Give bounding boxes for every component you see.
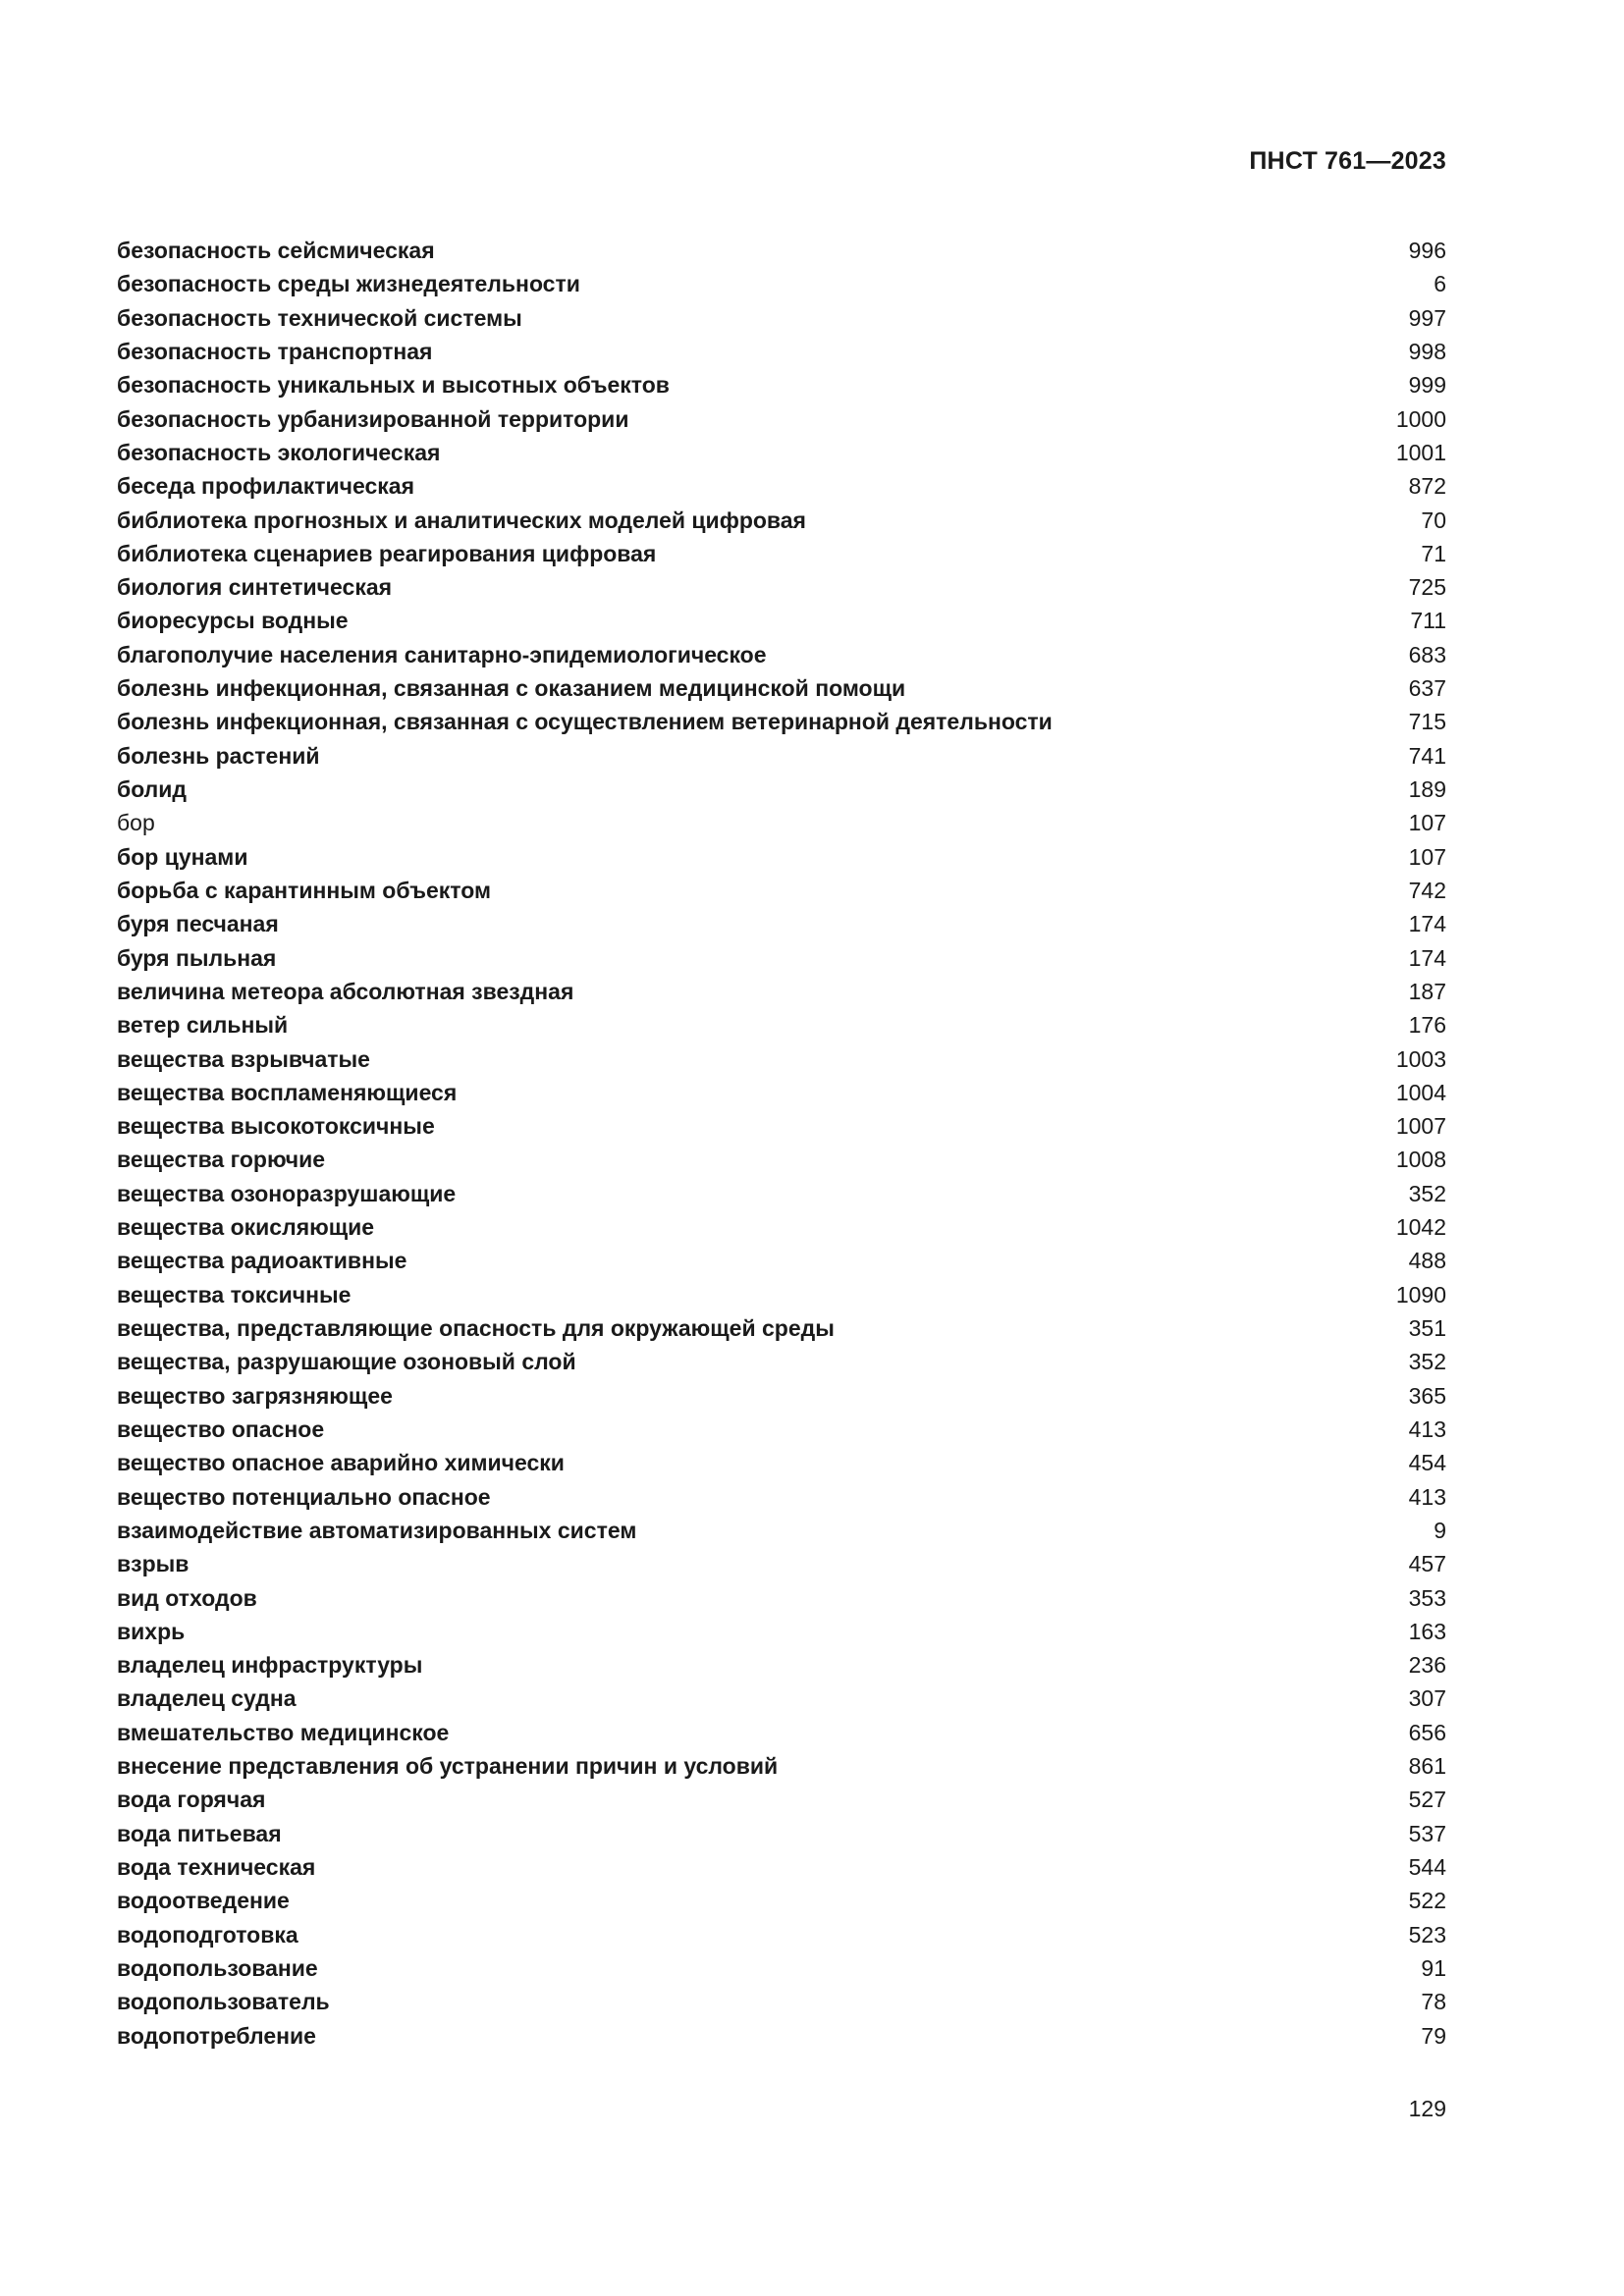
index-reference-number: 861: [1408, 1753, 1446, 1780]
index-entry: [117, 1076, 1446, 1109]
index-reference-number: 523: [1408, 1921, 1446, 1948]
index-term: вмешательство медицинское: [117, 1719, 450, 1745]
index-term: владелец судна: [117, 1685, 297, 1712]
index-entry: [117, 436, 1446, 469]
index-term: вещества взрывчатые: [117, 1045, 370, 1072]
index-reference-number: 741: [1408, 742, 1446, 769]
index-entry: [117, 234, 1446, 267]
index-entry: [117, 402, 1446, 436]
index-reference-number: 1008: [1395, 1147, 1446, 1173]
index-entry: [117, 1042, 1446, 1076]
index-term: взаимодействие автоматизированных систем: [117, 1517, 637, 1543]
index-entry: [117, 638, 1446, 671]
index-term: болезнь инфекционная, связанная с осуществлением ветеринарной деятельности: [117, 709, 1053, 735]
index-term: безопасность транспортная: [117, 338, 433, 364]
index-term: безопасность среды жизнедеятельности: [117, 271, 580, 297]
index-entry: [117, 1109, 1446, 1143]
index-entry: [117, 335, 1446, 368]
index-term: буря пыльная: [117, 944, 277, 971]
index-entry: [117, 1581, 1446, 1615]
index-term: безопасность технической системы: [117, 304, 522, 331]
index-term: болид: [117, 776, 188, 802]
index-reference-number: 711: [1410, 608, 1446, 634]
index-term: вид отходов: [117, 1584, 257, 1611]
index-reference-number: 189: [1408, 776, 1446, 802]
index-entry: [117, 1749, 1446, 1783]
index-entry: [117, 739, 1446, 773]
index-reference-number: 1003: [1395, 1045, 1446, 1072]
index-entry: [117, 1514, 1446, 1547]
index-term: водоподготовка: [117, 1921, 298, 1948]
index-reference-number: 1090: [1395, 1281, 1446, 1308]
index-term: величина метеора абсолютная звездная: [117, 978, 574, 1004]
index-reference-number: 544: [1408, 1854, 1446, 1880]
index-entry: [117, 840, 1446, 874]
index-reference-number: 656: [1408, 1719, 1446, 1745]
index-entry: [117, 1413, 1446, 1446]
index-reference-number: 1001: [1395, 439, 1446, 465]
index-reference-number: 176: [1408, 1012, 1446, 1039]
index-reference-number: 236: [1408, 1652, 1446, 1679]
index-term: безопасность экологическая: [117, 439, 441, 465]
index-entry: [117, 1143, 1446, 1176]
index-term: вещества воспламеняющиеся: [117, 1079, 458, 1105]
index-entry: [117, 469, 1446, 503]
index-reference-number: 351: [1408, 1315, 1446, 1341]
index-entry: [117, 2019, 1446, 2053]
index-entry: [117, 941, 1446, 975]
index-entry: [117, 1615, 1446, 1648]
index-term: вещество потенциально опасное: [117, 1483, 491, 1510]
index-reference-number: 522: [1408, 1888, 1446, 1914]
index-reference-number: 1042: [1395, 1214, 1446, 1241]
index-term: вода питьевая: [117, 1820, 282, 1846]
index-entry: [117, 1345, 1446, 1378]
index-term: взрыв: [117, 1551, 189, 1577]
index-term: вещества высокотоксичные: [117, 1113, 435, 1140]
index-entry: [117, 705, 1446, 738]
index-term: водопользователь: [117, 1989, 330, 2015]
index-reference-number: 997: [1408, 304, 1446, 331]
index-reference-number: 527: [1408, 1787, 1446, 1813]
index-entry: [117, 1682, 1446, 1715]
index-reference-number: 187: [1408, 978, 1446, 1004]
index-entry: [117, 1648, 1446, 1682]
index-entry: [117, 975, 1446, 1008]
index-entry: [117, 671, 1446, 705]
index-reference-number: 79: [1421, 2022, 1446, 2049]
index-term: буря песчаная: [117, 911, 279, 937]
index-reference-number: 365: [1408, 1382, 1446, 1409]
index-entry: [117, 504, 1446, 537]
index-term: биология синтетическая: [117, 574, 393, 601]
index-term: бор цунами: [117, 843, 248, 870]
index-term: благополучие населения санитарно-эпидемиологическое: [117, 641, 767, 667]
index-reference-number: 352: [1408, 1180, 1446, 1206]
index-reference-number: 998: [1408, 338, 1446, 364]
index-entry: [117, 806, 1446, 839]
index-entry: [117, 773, 1446, 806]
index-term: вещество опасное: [117, 1415, 325, 1442]
index-reference-number: 637: [1408, 675, 1446, 702]
index-entry: [117, 1244, 1446, 1277]
index-term: вещества, разрушающие озоновый слой: [117, 1349, 576, 1375]
index-entry: [117, 570, 1446, 604]
index-reference-number: 872: [1408, 473, 1446, 500]
index-term: биоресурсы водные: [117, 608, 349, 634]
index-reference-number: 715: [1408, 709, 1446, 735]
index-term: безопасность сейсмическая: [117, 238, 435, 263]
index-reference-number: 174: [1408, 944, 1446, 971]
index-reference-number: 353: [1408, 1584, 1446, 1611]
index-entry: [117, 537, 1446, 570]
index-reference-number: 71: [1421, 540, 1446, 566]
index-reference-number: 174: [1408, 911, 1446, 937]
index-reference-number: 1000: [1395, 405, 1446, 432]
index-term: вода техническая: [117, 1854, 316, 1880]
index-entry: [117, 1918, 1446, 1951]
index-reference-number: 91: [1421, 1954, 1446, 1981]
index-entry: [117, 1008, 1446, 1041]
index-term: вещество опасное аварийно химически: [117, 1450, 565, 1476]
index-entry: [117, 301, 1446, 335]
index-reference-number: 107: [1408, 843, 1446, 870]
index-entry: [117, 267, 1446, 300]
index-term: вещество загрязняющее: [117, 1382, 393, 1409]
index-entry: [117, 1951, 1446, 1985]
index-term: вода горячая: [117, 1787, 266, 1813]
index-term: болезнь растений: [117, 742, 320, 769]
index-reference-number: 683: [1408, 641, 1446, 667]
index-reference-number: 457: [1408, 1551, 1446, 1577]
index-reference-number: 70: [1421, 507, 1446, 533]
index-term: болезнь инфекционная, связанная с оказанием медицинской помощи: [117, 675, 906, 702]
index-reference-number: 163: [1408, 1618, 1446, 1644]
index-reference-number: 996: [1408, 238, 1446, 263]
index-entry: [117, 604, 1446, 637]
index-term: вещества токсичные: [117, 1281, 352, 1308]
index-term: библиотека прогнозных и аналитических моделей цифровая: [117, 507, 806, 533]
index-reference-number: 742: [1408, 877, 1446, 903]
index-entry: [117, 1379, 1446, 1413]
index-term: водоотведение: [117, 1888, 290, 1914]
index-entry: [117, 368, 1446, 401]
index-term: вещества окисляющие: [117, 1214, 375, 1241]
index-entry: [117, 874, 1446, 907]
index-term: водопотребление: [117, 2022, 316, 2049]
index-entry: [117, 1480, 1446, 1514]
index-reference-number: 999: [1408, 372, 1446, 399]
index-term: владелец инфраструктуры: [117, 1652, 423, 1679]
index-term: борьба с карантинным объектом: [117, 877, 492, 903]
alphabetical-index: [117, 234, 1446, 2053]
index-reference-number: 537: [1408, 1820, 1446, 1846]
index-term: вихрь: [117, 1618, 186, 1644]
index-reference-number: 725: [1408, 574, 1446, 601]
index-entry: [117, 1850, 1446, 1884]
index-entry: [117, 1278, 1446, 1311]
index-term: вещества, представляющие опасность для окружающей среды: [117, 1315, 835, 1341]
index-entry: [117, 1177, 1446, 1210]
index-term: библиотека сценариев реагирования цифровая: [117, 540, 657, 566]
index-term: внесение представления об устранении причин и условий: [117, 1753, 779, 1780]
index-reference-number: 6: [1434, 271, 1446, 297]
index-reference-number: 352: [1408, 1349, 1446, 1375]
index-term: вещества озоноразрушающие: [117, 1180, 457, 1206]
index-term: бор: [117, 810, 155, 836]
index-reference-number: 1004: [1395, 1079, 1446, 1105]
index-entry: [117, 1446, 1446, 1479]
index-term: безопасность уникальных и высотных объектов: [117, 372, 670, 399]
document-code: ПНСТ 761—2023: [1249, 147, 1446, 175]
index-entry: [117, 1817, 1446, 1850]
index-reference-number: 488: [1408, 1248, 1446, 1274]
index-term: вещества горючие: [117, 1147, 326, 1173]
index-term: ветер сильный: [117, 1012, 289, 1039]
index-entry: [117, 1311, 1446, 1345]
index-reference-number: 78: [1421, 1989, 1446, 2015]
index-reference-number: 307: [1408, 1685, 1446, 1712]
index-entry: [117, 1547, 1446, 1580]
page-number: 129: [1408, 2096, 1446, 2121]
index-term: беседа профилактическая: [117, 473, 414, 500]
index-reference-number: 454: [1408, 1450, 1446, 1476]
index-entry: [117, 1884, 1446, 1917]
index-reference-number: 107: [1408, 810, 1446, 836]
index-term: безопасность урбанизированной территории: [117, 405, 629, 432]
index-term: вещества радиоактивные: [117, 1248, 407, 1274]
index-reference-number: 413: [1408, 1415, 1446, 1442]
index-entry: [117, 907, 1446, 940]
index-reference-number: 413: [1408, 1483, 1446, 1510]
index-reference-number: 9: [1434, 1517, 1446, 1543]
index-entry: [117, 1783, 1446, 1816]
index-entry: [117, 1716, 1446, 1749]
index-term: водопользование: [117, 1954, 318, 1981]
index-entry: [117, 1985, 1446, 2018]
index-reference-number: 1007: [1395, 1113, 1446, 1140]
index-entry: [117, 1210, 1446, 1244]
